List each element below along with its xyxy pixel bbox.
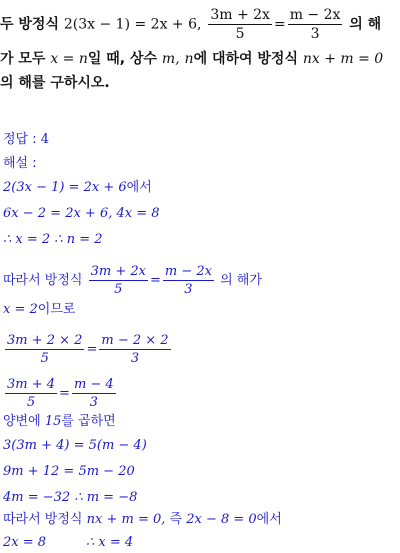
step-math: 2x − 8 = 0 bbox=[186, 512, 257, 527]
step-text: 양변에 bbox=[3, 414, 45, 429]
problem-math: m, bbox=[161, 51, 180, 67]
step-text: 의 해가 bbox=[215, 273, 262, 288]
solution-step-4 bbox=[3, 264, 262, 297]
step-fraction-1 bbox=[89, 265, 148, 296]
fraction-denominator: 5 bbox=[40, 351, 49, 366]
problem-text: 의 해를 구하시오. bbox=[0, 75, 110, 91]
fraction-numerator: 3m + 2 × 2 bbox=[7, 333, 83, 348]
solution-step-9 bbox=[3, 436, 147, 456]
equals-sign: = bbox=[149, 273, 161, 288]
solution-step-2 bbox=[3, 204, 160, 224]
fraction-denominator: 5 bbox=[114, 282, 123, 297]
answer-line bbox=[3, 130, 49, 150]
step-math: 15 bbox=[44, 414, 62, 429]
step-math: x = 2 bbox=[3, 302, 38, 317]
step-text: 이므로 bbox=[37, 302, 76, 317]
step-math: ∴ x = 4 bbox=[86, 535, 134, 550]
fraction-numerator: m − 2x bbox=[164, 264, 212, 279]
step-math: 3(3m + 4) = 5(m − 4) bbox=[3, 438, 147, 453]
answer-value: 4 bbox=[40, 132, 50, 147]
problem-line-2 bbox=[0, 48, 383, 70]
fraction-denominator: 3 bbox=[130, 351, 140, 366]
solution-step-11 bbox=[3, 488, 137, 508]
solution-step-10 bbox=[3, 462, 135, 482]
solution-step-1 bbox=[3, 178, 152, 198]
problem-text: 가 모두 bbox=[0, 51, 51, 67]
solution-step-12 bbox=[3, 510, 282, 530]
problem-text: 두 방정식 bbox=[0, 16, 64, 33]
problem-fraction-1 bbox=[208, 8, 272, 41]
problem-math: x = n bbox=[50, 51, 88, 67]
step-math: 2x = 8 bbox=[3, 535, 47, 550]
solution-step-6 bbox=[3, 333, 173, 366]
fraction-numerator: m − 2 × 2 bbox=[101, 333, 169, 348]
problem-math: n bbox=[184, 51, 194, 67]
solution-step-3 bbox=[3, 230, 103, 250]
step-math: 9m + 12 = 5m − 20 bbox=[3, 464, 135, 479]
problem-text: 의 해 bbox=[349, 16, 382, 33]
solution-step-5 bbox=[3, 300, 75, 320]
equals-sign: = bbox=[59, 386, 70, 401]
step-text: 에서 bbox=[126, 180, 152, 195]
step-fraction-1 bbox=[5, 378, 57, 409]
equals-sign: = bbox=[273, 16, 286, 33]
fraction-denominator: 3 bbox=[310, 26, 320, 42]
step-text: 따라서 방정식 bbox=[3, 273, 87, 288]
step-math: 2(3x − 1) = 2x + 6 bbox=[3, 180, 127, 195]
step-math: 4m = −32 ∴ m = −8 bbox=[3, 490, 138, 505]
problem-math: nx + m = 0 bbox=[302, 51, 384, 67]
step-text: 따라서 방정식 bbox=[3, 512, 87, 527]
solution-step-13 bbox=[3, 533, 133, 553]
step-text: 를 곱하면 bbox=[61, 414, 116, 429]
problem-equation-1: 2(3x − 1) = 2x + 6, bbox=[63, 16, 202, 33]
step-fraction-1 bbox=[5, 334, 84, 365]
fraction-numerator: 3m + 2x bbox=[210, 7, 270, 23]
problem-text: 일 때, 상수 bbox=[87, 51, 162, 67]
fraction-denominator: 3 bbox=[184, 282, 193, 297]
fraction-denominator: 5 bbox=[26, 395, 36, 410]
explanation-label-text: 해설 : bbox=[3, 156, 37, 171]
step-math: ∴ x = 2 ∴ n = 2 bbox=[3, 232, 103, 247]
explanation-label bbox=[3, 154, 37, 174]
problem-fraction-2 bbox=[288, 8, 343, 41]
problem-text: 에 대하여 방정식 bbox=[193, 51, 303, 67]
step-math: 6x − 2 = 2x + 6, 4x = 8 bbox=[3, 206, 160, 221]
fraction-denominator: 5 bbox=[235, 26, 245, 42]
step-fraction-2 bbox=[163, 265, 214, 296]
solution-step-8 bbox=[3, 412, 116, 432]
fraction-numerator: m − 2x bbox=[289, 7, 341, 23]
step-fraction-2 bbox=[72, 378, 116, 409]
answer-label: 정답 : bbox=[3, 132, 41, 147]
fraction-numerator: 3m + 4 bbox=[7, 377, 56, 392]
problem-line-1 bbox=[0, 7, 382, 42]
step-math: nx + m = 0, bbox=[86, 512, 166, 527]
equals-sign: = bbox=[86, 342, 98, 357]
step-text: 에서 bbox=[256, 512, 282, 527]
solution-step-7 bbox=[3, 377, 118, 410]
step-fraction-2 bbox=[99, 334, 170, 365]
fraction-numerator: 3m + 2x bbox=[90, 264, 146, 279]
fraction-denominator: 3 bbox=[89, 395, 98, 410]
fraction-numerator: m − 4 bbox=[73, 377, 114, 392]
step-text: 즉 bbox=[165, 512, 187, 527]
problem-line-3 bbox=[0, 72, 110, 94]
